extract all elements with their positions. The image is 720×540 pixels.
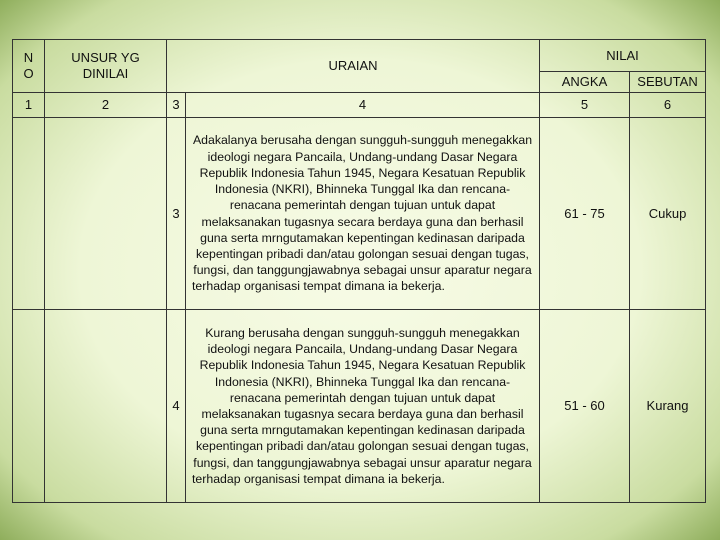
header-uraian: URAIAN <box>167 40 540 93</box>
row-sebutan: Kurang <box>630 310 706 503</box>
row-angka: 51 - 60 <box>540 310 630 503</box>
header-sebutan: SEBUTAN <box>630 72 706 93</box>
row-code: 4 <box>167 310 186 503</box>
header-no: N O <box>13 40 45 93</box>
assessment-table <box>12 39 706 503</box>
table-row <box>13 310 706 503</box>
row-unsur-cell <box>45 310 167 503</box>
row-description: Adakalanya berusaha dengan sungguh-sungguh menegakkan ideologi negara Pancaila, Undang-undang Dasar Negara Republik Indonesia Tahun 1945, Negara Kesatuan Republik Indonesia (NKRI), Bhinneka Tunggal Ika dan rencana-renacana pemerintah dengan tujuan untuk dapat melaksanakan tugasnya secara berdaya guna dan berhasil guna serta mrngutamakan kepentingan kedinasan daripada kepentingan pribadi dan/atau golongan sesuai dengan tugas, fungsi, dan tanggungjawabnya sebagai unsur aparatur negara terhadap organisasi tempat dimana ia bekerja. <box>186 118 540 310</box>
column-number-5: 5 <box>540 93 630 118</box>
table-row <box>13 118 706 310</box>
header-unsur: UNSUR YG DINILAI <box>45 40 167 93</box>
row-no-cell <box>13 118 45 310</box>
row-no-cell <box>13 310 45 503</box>
header-angka: ANGKA <box>540 72 630 93</box>
column-number-6: 6 <box>630 93 706 118</box>
row-sebutan: Cukup <box>630 118 706 310</box>
row-code: 3 <box>167 118 186 310</box>
column-number-2: 2 <box>45 93 167 118</box>
row-description: Kurang berusaha dengan sungguh-sungguh menegakkan ideologi negara Pancaila, Undang-undang Dasar Negara Republik Indonesia Tahun 1945, Negara Kesatuan Republik Indonesia (NKRI), Bhinneka Tunggal Ika dan rencana-renacana pemerintah dengan tujuan untuk dapat melaksanakan tugasnya secara berdaya guna dan berhasil guna serta mrngutamakan kepentingan kedinasan daripada kepentingan pribadi dan/atau golongan sesuai dengan tugas, fungsi, dan tanggungjawabnya sebagai unsur aparatur negara terhadap organisasi tempat dimana ia bekerja. <box>186 310 540 503</box>
row-angka: 61 - 75 <box>540 118 630 310</box>
row-unsur-cell <box>45 118 167 310</box>
column-number-3: 3 <box>167 93 186 118</box>
column-number-1: 1 <box>13 93 45 118</box>
assessment-table-frame <box>12 39 705 502</box>
column-number-4: 4 <box>186 93 540 118</box>
header-nilai: NILAI <box>540 40 706 72</box>
